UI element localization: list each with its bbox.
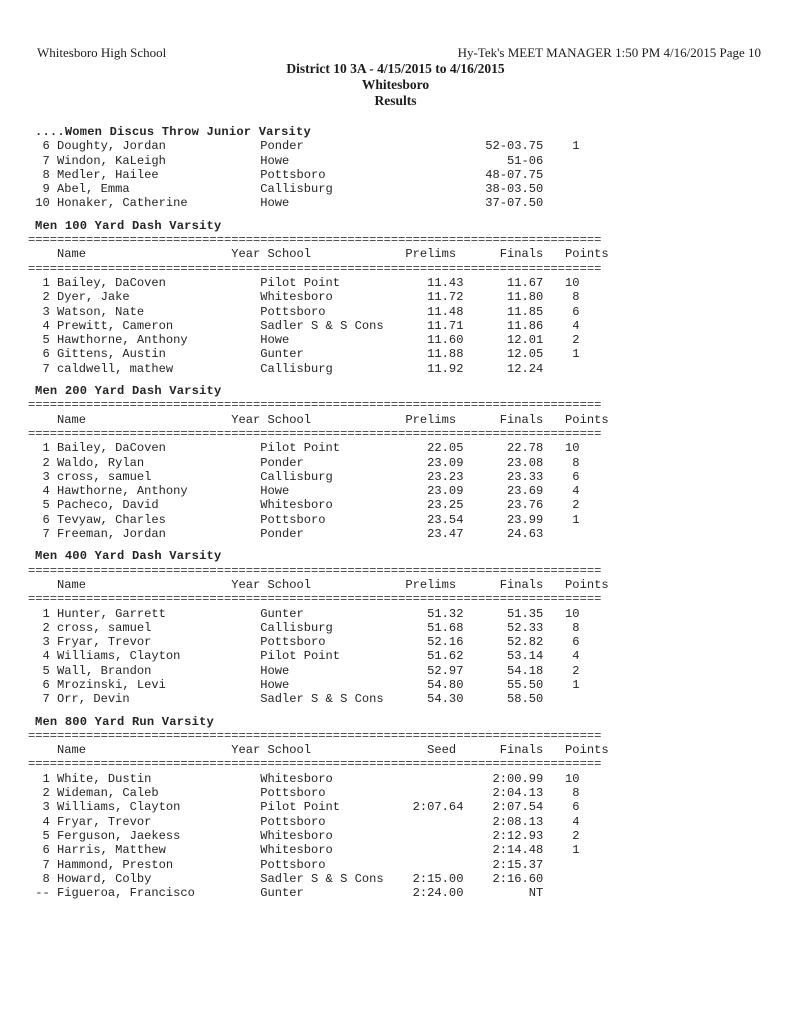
table-separator: =============================================================================== — [28, 592, 602, 607]
result-row: 2 Wideman, Caleb Pottsboro 2:04.13 8 — [28, 786, 580, 801]
event-section — [28, 219, 791, 376]
result-row: 3 Watson, Nate Pottsboro 11.48 11.85 6 — [28, 304, 580, 319]
report-meta: Hy-Tek's MEET MANAGER 1:50 PM 4/16/2015 Page 10 — [457, 45, 761, 60]
result-row: 1 Bailey, DaCoven Pilot Point 22.05 22.78 10 — [28, 441, 580, 456]
result-row: 7 Hammond, Preston Pottsboro 2:15.37 — [28, 857, 580, 872]
table-separator: =============================================================================== — [28, 261, 602, 276]
table-separator: =============================================================================== — [28, 426, 602, 441]
result-row: 7 caldwell, mathew Callisburg 11.92 12.24 — [28, 361, 580, 376]
meet-title: District 10 3A - 4/15/2015 to 4/16/2015 — [286, 61, 505, 76]
result-row: 2 Waldo, Rylan Ponder 23.09 23.08 8 — [28, 455, 580, 470]
event-section — [28, 384, 791, 541]
result-row: 2 cross, samuel Callisburg 51.68 52.33 8 — [28, 620, 580, 635]
result-row: 10 Honaker, Catherine Howe 37-07.50 — [28, 196, 580, 211]
result-row: 8 Medler, Hailee Pottsboro 48-07.75 — [28, 167, 580, 182]
event-section — [28, 125, 791, 211]
result-row: 7 Freeman, Jordan Ponder 23.47 24.63 — [28, 527, 580, 542]
meet-host: Whitesboro — [361, 77, 430, 92]
result-row: 6 Mrozinski, Levi Howe 54.80 55.50 1 — [28, 677, 580, 692]
result-row: 4 Hawthorne, Anthony Howe 23.09 23.69 4 — [28, 484, 580, 499]
result-row: 6 Doughty, Jordan Ponder 52-03.75 1 — [28, 139, 580, 154]
result-row: 4 Williams, Clayton Pilot Point 51.62 53.14 4 — [28, 649, 580, 664]
result-row: 6 Gittens, Austin Gunter 11.88 12.05 1 — [28, 347, 580, 362]
result-row: 5 Pacheco, David Whitesboro 23.25 23.76 2 — [28, 498, 580, 513]
event-title: Men 100 Yard Dash Varsity — [35, 218, 222, 233]
result-row: 1 Bailey, DaCoven Pilot Point 11.43 11.67 10 — [28, 275, 580, 290]
result-row: 7 Windon, KaLeigh Howe 51-06 — [28, 153, 580, 168]
table-separator: =============================================================================== — [28, 398, 602, 413]
result-row: 3 Fryar, Trevor Pottsboro 52.16 52.82 6 — [28, 635, 580, 650]
result-row: 3 cross, samuel Callisburg 23.23 23.33 6 — [28, 469, 580, 484]
column-header-row: Name Year School Prelims Finals Points — [28, 412, 609, 427]
result-row: 6 Tevyaw, Charles Pottsboro 23.54 23.99 1 — [28, 512, 580, 527]
result-row: 9 Abel, Emma Callisburg 38-03.50 — [28, 182, 580, 197]
result-row: 1 Hunter, Garrett Gunter 51.32 51.35 10 — [28, 606, 580, 621]
event-section — [28, 715, 791, 901]
result-row: 5 Wall, Brandon Howe 52.97 54.18 2 — [28, 663, 580, 678]
results-sections — [28, 125, 791, 900]
event-title: Men 200 Yard Dash Varsity — [35, 384, 222, 399]
result-row: 8 Howard, Colby Sadler S & S Cons 2:15.00 2:16.60 — [28, 871, 580, 886]
result-row: 2 Dyer, Jake Whitesboro 11.72 11.80 8 — [28, 290, 580, 305]
result-row: 1 White, Dustin Whitesboro 2:00.99 10 — [28, 771, 580, 786]
table-separator: =============================================================================== — [28, 233, 602, 248]
column-header-row: Name Year School Prelims Finals Points — [28, 577, 609, 592]
event-title: Men 400 Yard Dash Varsity — [35, 549, 222, 564]
column-header-row: Name Year School Prelims Finals Points — [28, 247, 609, 262]
school-name: Whitesboro High School — [37, 45, 167, 60]
result-row: 7 Orr, Devin Sadler S & S Cons 54.30 58.50 — [28, 692, 580, 707]
page-header — [0, 0, 791, 60]
table-separator: =============================================================================== — [28, 563, 602, 578]
event-section — [28, 549, 791, 706]
result-row: 4 Fryar, Trevor Pottsboro 2:08.13 4 — [28, 814, 580, 829]
event-title: ....Women Discus Throw Junior Varsity — [35, 125, 311, 139]
result-row: 5 Ferguson, Jaekess Whitesboro 2:12.93 2 — [28, 828, 580, 843]
result-row: -- Figueroa, Francisco Gunter 2:24.00 NT — [28, 886, 580, 901]
table-separator: =============================================================================== — [28, 757, 602, 772]
table-separator: =============================================================================== — [28, 728, 602, 743]
result-row: 4 Prewitt, Cameron Sadler S & S Cons 11.71 11.86 4 — [28, 318, 580, 333]
results-label: Results — [374, 93, 417, 108]
event-title: Men 800 Yard Run Varsity — [35, 714, 214, 729]
meet-title-block — [0, 61, 791, 109]
result-row: 6 Harris, Matthew Whitesboro 2:14.48 1 — [28, 843, 580, 858]
column-header-row: Name Year School Seed Finals Points — [28, 743, 609, 758]
result-row: 3 Williams, Clayton Pilot Point 2:07.64 2:07.54 6 — [28, 800, 580, 815]
result-row: 5 Hawthorne, Anthony Howe 11.60 12.01 2 — [28, 333, 580, 348]
